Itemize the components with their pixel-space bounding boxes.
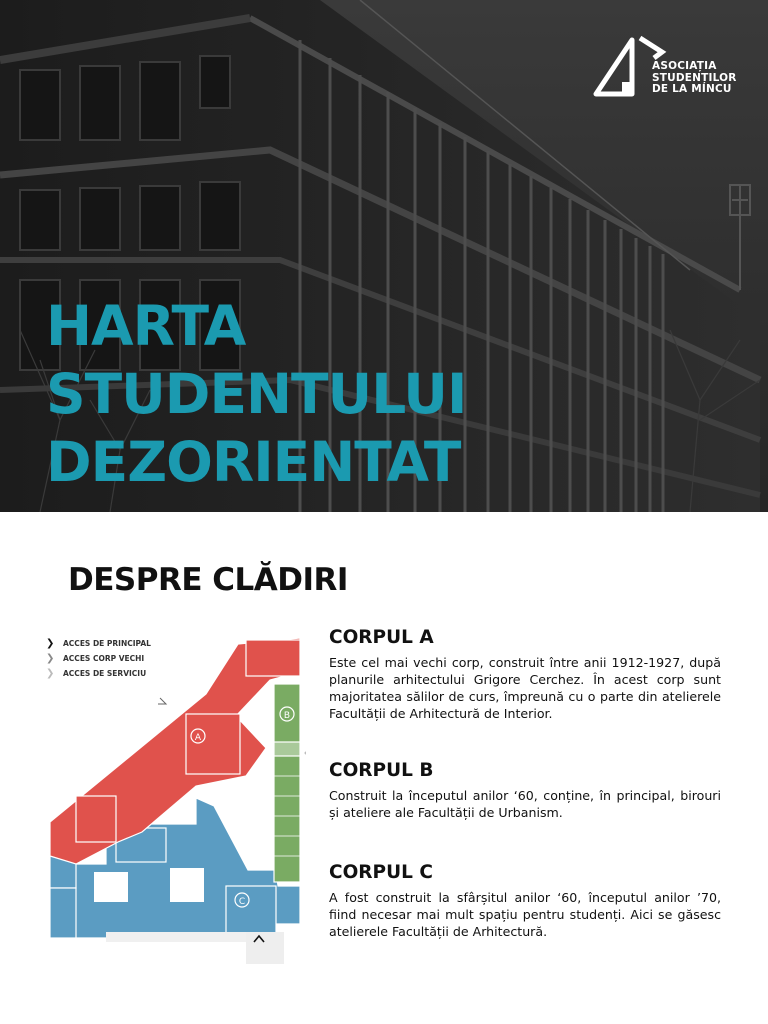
brand-name — [652, 61, 737, 96]
brand-line-1: ASOCIAȚIA — [652, 60, 717, 72]
section-title: DESPRE CLĂDIRI — [68, 562, 348, 598]
legend-label: ACCES CORP VECHI — [63, 654, 145, 663]
legend-label: ACCES DE SERVICIU — [63, 669, 147, 678]
corp-c-text: A fost construit la sfârșitul anilor ‘60, începutul anilor ’70, fiind necesar mai mult spațiu pentru studenți. Aici se găsesc atelierele Facultății de Arhitectură. — [329, 890, 721, 939]
access-marker-icon — [158, 698, 166, 704]
corp-a-title: CORPUL A — [329, 627, 434, 648]
courtyard-1 — [94, 872, 128, 902]
legend-label: ACCES DE PRINCIPAL — [63, 639, 151, 648]
hero-title-line-1: HARTA — [46, 294, 246, 358]
courtyard-2 — [170, 868, 204, 902]
corp-a-description — [329, 627, 721, 722]
corp-c-title: CORPUL C — [329, 862, 433, 883]
corp-b-text: Construit la începutul anilor ‘60, conține, în principal, birouri și ateliere ale Facultății de Urbanism. — [329, 788, 721, 820]
legend-item — [46, 636, 151, 651]
chevron-left-icon — [305, 748, 306, 758]
corp-a-text: Este cel mai vechi corp, construit între anii 1912-1927, după planurile arhitectului Grigore Cerchez. În acest corp sunt majoritatea sălilor de curs, împreună cu o parte din atelierele Facultății de Arhitectură de Interior. — [329, 655, 721, 721]
hero-title-line-2: STUDENTULUI — [46, 362, 467, 426]
label-c: C — [238, 897, 246, 907]
label-b: B — [283, 711, 291, 721]
legend-item — [46, 651, 151, 666]
corp-b-description — [329, 760, 721, 821]
brand-line-3: DE LA MINCU — [652, 83, 732, 95]
legend-item — [46, 666, 151, 681]
sidewalk — [106, 932, 246, 942]
access-box — [246, 932, 284, 964]
chevron-right-icon: ❯ — [46, 653, 55, 664]
hero-title-line-3: DEZORIENTAT — [46, 430, 461, 494]
chevron-right-icon: ❯ — [46, 668, 55, 679]
map-legend — [46, 636, 151, 681]
chevron-right-icon: ❯ — [46, 638, 55, 649]
corp-b-title: CORPUL B — [329, 760, 434, 781]
hero-title — [46, 292, 466, 496]
brand-line-2: STUDENȚILOR — [652, 71, 737, 84]
corp-c-description — [329, 862, 721, 940]
campus-map — [46, 636, 306, 966]
label-a: A — [194, 733, 202, 743]
